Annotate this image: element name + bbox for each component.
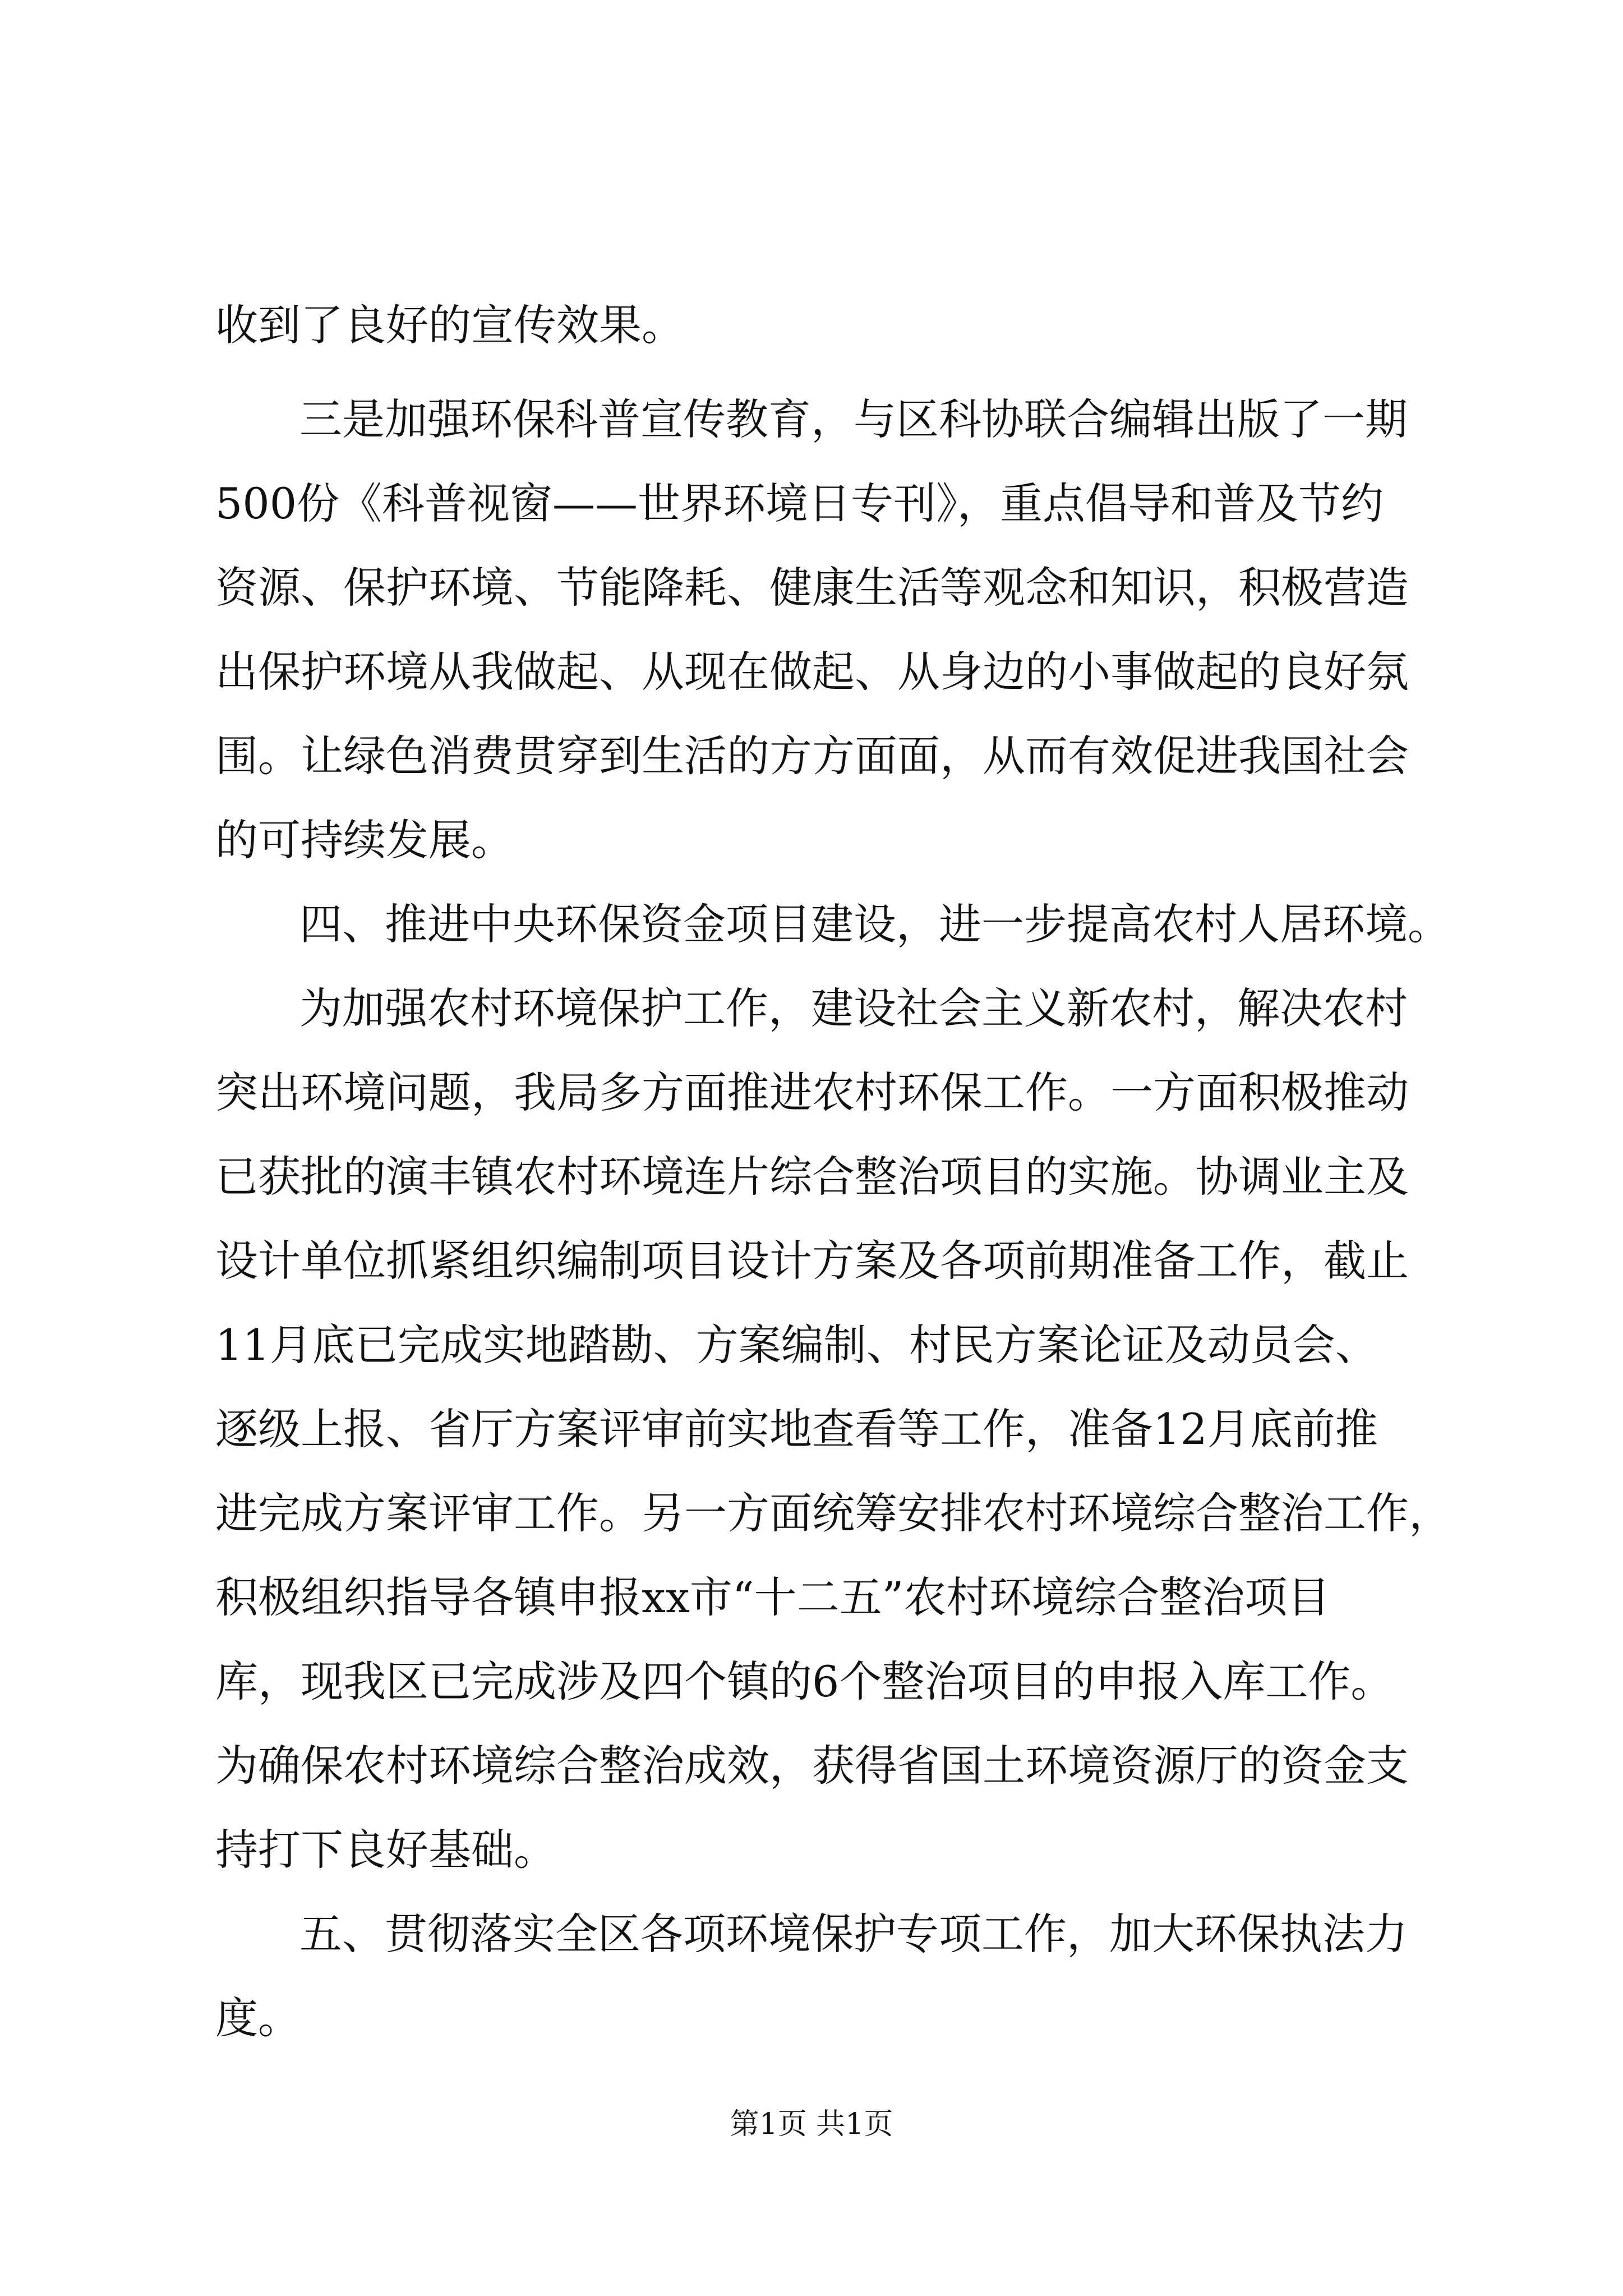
paragraph-line: 围。让绿色消费贯穿到生活的方方面面，从而有效促进我国社会 bbox=[215, 731, 1409, 781]
paragraph-line: 出保护环境从我做起、从现在做起、从身边的小事做起的良好氛 bbox=[215, 647, 1409, 697]
paragraph-line: 进完成方案评审工作。另一方面统筹安排农村环境综合整治工作， bbox=[215, 1488, 1451, 1538]
paragraph-line: 设计单位抓紧组织编制项目设计方案及各项前期准备工作，截止 bbox=[215, 1236, 1409, 1286]
paragraph-line: 库，现我区已完成涉及四个镇的6个整治项目的申报入库工作。 bbox=[215, 1657, 1394, 1706]
paragraph-line: 三是加强环保科普宣传教育，与区科协联合编辑出版了一期 bbox=[299, 394, 1408, 444]
section-heading: 四、推进中央环保资金项目建设，进一步提高农村人居环境。 bbox=[299, 899, 1450, 949]
page-footer: 第1页 共1页 bbox=[730, 2108, 893, 2141]
paragraph-line: 资源、保护环境、节能降耗、健康生活等观念和知识，积极营造 bbox=[215, 563, 1409, 613]
paragraph-line: 突出环境问题，我局多方面推进农村环保工作。一方面积极推动 bbox=[215, 1068, 1409, 1117]
paragraph-line: 持打下良好基础。 bbox=[215, 1825, 556, 1875]
section-heading: 五、贯彻落实全区各项环境保护专项工作，加大环保执法力 bbox=[299, 1909, 1408, 1959]
section-heading: 度。 bbox=[215, 1993, 301, 2043]
paragraph-line: 已获批的演丰镇农村环境连片综合整治项目的实施。协调业主及 bbox=[215, 1152, 1409, 1202]
paragraph-line: 积极组织指导各镇申报xx市“十二五”农村环境综合整治项目 bbox=[215, 1572, 1330, 1622]
paragraph-line: 的可持续发展。 bbox=[215, 815, 514, 865]
paragraph-line: 500份《科普视窗——世界环境日专刊》，重点倡导和普及节约 bbox=[215, 478, 1384, 528]
paragraph-line: 收到了良好的宣传效果。 bbox=[215, 300, 684, 350]
paragraph-line: 为加强农村环境保护工作，建设社会主义新农村，解决农村 bbox=[299, 983, 1408, 1033]
paragraph-line: 逐级上报、省厅方案评审前实地查看等工作，准备12月底前推 bbox=[215, 1404, 1378, 1454]
paragraph-line: 为确保农村环境综合整治成效，获得省国土环境资源厅的资金支 bbox=[215, 1741, 1409, 1791]
paragraph-line: 11月底已完成实地踏勘、方案编制、村民方案论证及动员会、 bbox=[215, 1320, 1378, 1370]
